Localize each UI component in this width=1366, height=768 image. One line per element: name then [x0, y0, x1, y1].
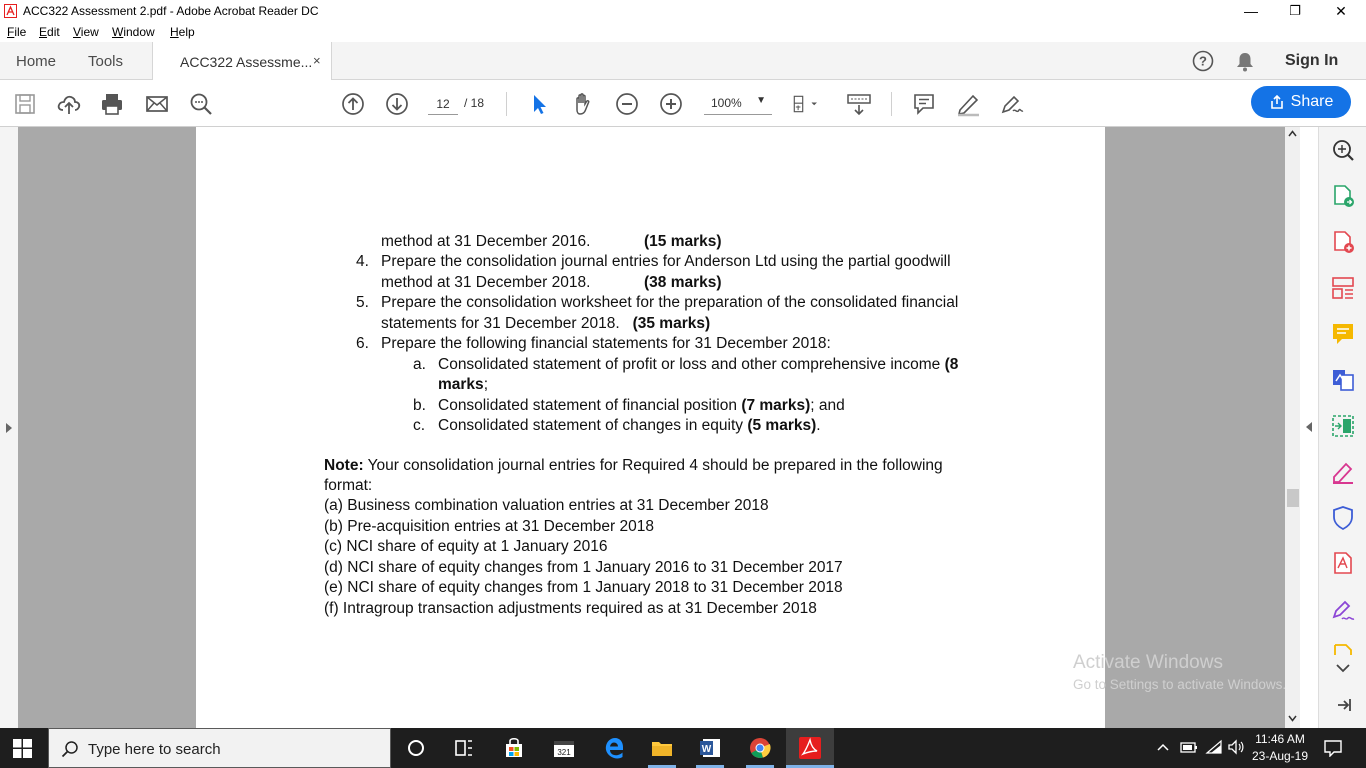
word-icon[interactable]	[698, 736, 722, 760]
restore-button[interactable]: ❐	[1289, 3, 1301, 18]
fit-page-icon[interactable]	[792, 91, 818, 117]
wifi-icon[interactable]	[1205, 739, 1223, 755]
note-item: (a) Business combination valuation entries at 31 December 2018	[324, 497, 769, 514]
page-number-input[interactable]	[428, 93, 458, 115]
windows-start-icon[interactable]	[13, 739, 32, 758]
list-letter: b.	[413, 397, 426, 414]
doc-line: method at 31 December 2018.	[381, 274, 591, 291]
activate-windows-subtitle: Go to Settings to activate Windows.	[1073, 677, 1287, 692]
comment-icon[interactable]	[911, 91, 937, 117]
taskbar-search-box[interactable]	[48, 728, 391, 768]
svg-text:?: ?	[1199, 53, 1207, 69]
share-label: Share	[1290, 93, 1334, 110]
battery-icon[interactable]	[1180, 740, 1198, 754]
note-item: (d) NCI share of equity changes from 1 January 2016 to 31 December 2017	[324, 559, 843, 576]
main-toolbar	[0, 80, 1366, 127]
scroll-up-icon[interactable]	[1288, 130, 1297, 137]
notification-bell-icon[interactable]	[1235, 51, 1255, 73]
doc-line: Consolidated statement of changes in equity (5 marks).	[438, 417, 821, 434]
clock-date: 23-Aug-19	[1251, 749, 1309, 763]
tab-document[interactable]	[152, 42, 332, 80]
activate-windows-title: Activate Windows	[1073, 652, 1223, 673]
acrobat-taskbar-button[interactable]	[786, 728, 834, 768]
note-item: (c) NCI share of equity at 1 January 2016	[324, 538, 608, 555]
store-icon[interactable]	[502, 736, 526, 760]
search-icon	[61, 740, 79, 758]
page-total: / 18	[464, 96, 485, 110]
comment-tool-icon[interactable]	[1330, 321, 1356, 347]
pdf-page	[196, 127, 1105, 728]
combine-files-icon[interactable]	[1330, 367, 1356, 393]
volume-icon[interactable]	[1227, 739, 1245, 755]
export-pdf-icon[interactable]	[1330, 183, 1356, 209]
note-line: format:	[324, 477, 373, 494]
scroll-down-icon[interactable]	[1288, 715, 1297, 722]
acrobat-icon	[798, 736, 822, 760]
zoom-in-icon[interactable]	[658, 91, 684, 117]
tab-home[interactable]: Home	[16, 53, 57, 70]
sign-in-link[interactable]: Sign In	[1285, 52, 1339, 69]
svg-text:W: W	[701, 744, 712, 755]
action-center-icon[interactable]	[1324, 739, 1342, 757]
note-line: Note: Your consolidation journal entries for Required 4 should be prepared in the following	[324, 457, 943, 474]
share-icon	[1269, 94, 1285, 110]
movies-tv-icon[interactable]	[552, 736, 576, 760]
menu-window[interactable]: Window	[112, 25, 155, 39]
svg-text:321: 321	[557, 748, 571, 757]
doc-line: marks;	[438, 376, 488, 393]
zoom-out-icon[interactable]	[614, 91, 640, 117]
list-number: 5.	[356, 294, 369, 311]
select-cursor-icon[interactable]	[526, 91, 552, 117]
collapse-right-panel-icon[interactable]	[1305, 421, 1313, 433]
windows-taskbar	[0, 728, 1366, 768]
task-view-icon[interactable]	[452, 736, 476, 760]
minimize-button[interactable]: —	[1244, 3, 1258, 19]
menu-help[interactable]: Help	[170, 25, 195, 39]
edge-browser-icon[interactable]	[602, 736, 626, 760]
list-number: 4.	[356, 253, 369, 270]
close-tab-icon[interactable]: ×	[313, 53, 321, 68]
expand-left-panel-icon[interactable]	[4, 422, 14, 434]
cortana-icon[interactable]	[404, 736, 428, 760]
save-icon[interactable]	[12, 91, 38, 117]
doc-line: Prepare the consolidation worksheet for the preparation of the consolidated financial	[381, 294, 959, 311]
tab-bar	[0, 42, 1366, 80]
send-for-signature-icon[interactable]	[1330, 597, 1356, 623]
menu-bar	[0, 22, 1366, 42]
menu-edit[interactable]: Edit	[39, 25, 60, 39]
search-zoom-icon[interactable]	[188, 91, 214, 117]
file-explorer-icon[interactable]	[650, 736, 674, 760]
left-panel-collapsed[interactable]	[0, 127, 18, 728]
collapse-panel-icon[interactable]	[1336, 697, 1352, 713]
title-bar	[0, 0, 1366, 22]
menu-view[interactable]: View	[73, 25, 99, 39]
email-icon[interactable]	[144, 91, 170, 117]
keyboard-scroll-icon[interactable]	[846, 91, 872, 117]
hand-tool-icon[interactable]	[570, 91, 596, 117]
search-placeholder: Type here to search	[88, 741, 221, 758]
scrollbar-thumb[interactable]	[1287, 489, 1299, 507]
list-letter: a.	[413, 356, 426, 373]
note-item: (e) NCI share of equity changes from 1 January 2018 to 31 December 2018	[324, 579, 843, 596]
cloud-upload-icon[interactable]	[56, 91, 82, 117]
doc-line: Consolidated statement of financial position (7 marks); and	[438, 397, 845, 414]
doc-marks: (15 marks)	[644, 233, 722, 250]
doc-line: Prepare the following financial statements for 31 December 2018:	[381, 335, 831, 352]
list-letter: c.	[413, 417, 426, 434]
close-window-button[interactable]: ✕	[1335, 2, 1347, 19]
sign-pen-icon[interactable]	[999, 91, 1025, 117]
system-clock[interactable]	[1248, 731, 1312, 765]
chevron-down-icon: ▼	[756, 95, 766, 106]
edit-pdf-icon[interactable]	[1330, 413, 1356, 439]
create-pdf-icon[interactable]	[1330, 229, 1356, 255]
note-item: (b) Pre-acquisition entries at 31 December 2018	[324, 518, 654, 535]
pdf-file-icon[interactable]	[1330, 551, 1356, 577]
chevron-down-icon[interactable]	[1336, 663, 1350, 673]
document-tab-label: ACC322 Assessme...	[180, 54, 313, 70]
organize-pages-icon[interactable]	[1330, 275, 1356, 301]
more-tools-icon[interactable]	[1330, 643, 1356, 655]
doc-marks: (38 marks)	[644, 274, 722, 291]
vertical-scrollbar[interactable]	[1285, 127, 1300, 728]
protect-shield-icon[interactable]	[1330, 505, 1356, 531]
zoom-level-select[interactable]: 100% ▼	[704, 93, 772, 115]
fill-sign-icon[interactable]	[1330, 459, 1356, 485]
doc-line: Prepare the consolidation journal entries for Anderson Ltd using the partial goodwill	[381, 253, 951, 270]
list-number: 6.	[356, 335, 369, 352]
help-icon[interactable]	[1192, 50, 1214, 72]
toolbar-divider	[506, 92, 507, 116]
toolbar-divider	[891, 92, 892, 116]
zoom-search-icon[interactable]	[1330, 137, 1356, 163]
menu-file[interactable]: File	[7, 25, 27, 39]
doc-line: method at 31 December 2016.	[381, 233, 591, 250]
window-title: ACC322 Assessment 2.pdf - Adobe Acrobat Reader DC	[23, 4, 319, 18]
highlight-pen-icon[interactable]	[955, 91, 981, 117]
print-icon[interactable]	[99, 91, 125, 117]
tab-tools[interactable]: Tools	[88, 53, 124, 70]
doc-line: statements for 31 December 2018. (35 marks)	[381, 315, 711, 332]
acrobat-app-icon	[4, 4, 17, 18]
previous-page-icon[interactable]	[340, 91, 366, 117]
chrome-icon[interactable]	[748, 736, 772, 760]
share-button[interactable]	[1251, 86, 1351, 118]
note-item: (f) Intragroup transaction adjustments required as at 31 December 2018	[324, 600, 817, 617]
next-page-icon[interactable]	[384, 91, 410, 117]
clock-time: 11:46 AM	[1255, 732, 1305, 746]
doc-line: Consolidated statement of profit or loss and other comprehensive income (8	[438, 356, 959, 373]
show-hidden-icons-icon[interactable]	[1157, 742, 1169, 752]
